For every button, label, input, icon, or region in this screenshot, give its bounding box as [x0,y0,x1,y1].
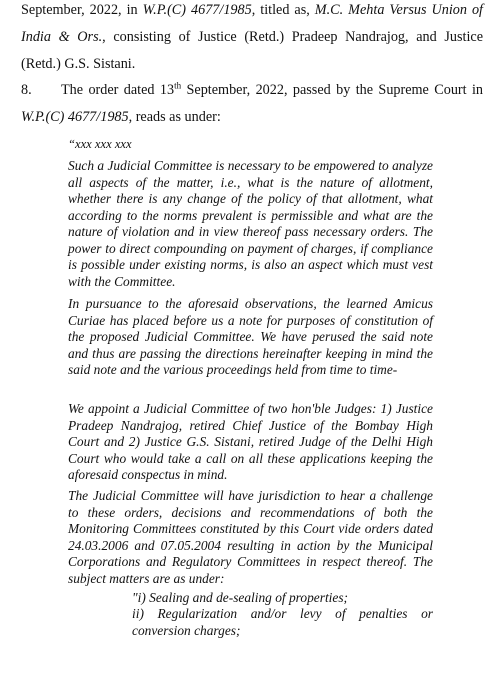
case-reference: W.P.(C) 4677/1985 [21,109,129,125]
intro-text-mid: , titled as, [251,2,315,18]
list-item: "i) Sealing and de-sealing of properties; [132,590,348,605]
para8-text-end: , reads as under: [128,109,221,125]
para8-text-start: The order dated 13 [61,82,175,98]
para8-text-mid: September, 2022, passed by the Supreme Court in [181,82,484,98]
intro-text-start: September, 2022, in [21,2,143,18]
intro-paragraph [21,0,483,78]
paragraph-8 [21,77,483,131]
quote-opening: “xxx xxx xxx [68,137,132,151]
quote-paragraph-4: The Judicial Committee will have jurisdiction to hear a challenge to these orders, decisions and recommendations of both the Monitoring Committees constituted by this Court vide orders dated 24.03.2006 and 07.05.2004 resulting in action by the Municipal Corporations and Regulatory Committees in respect thereof. The subject matters are as under: [68,488,433,586]
intro-text-end: , consisting of Justice (Retd.) Pradeep Nandrajog, and Justice (Retd.) G.S. Sistani. [21,29,483,72]
ordinal-suffix: th [174,80,182,91]
quote-paragraph-2: In pursuance to the aforesaid observations, the learned Amicus Curiae has placed before us a note for purposes of constitution of the proposed Judicial Committee. We have perused the said note and thus are passing the directions hereinafter keeping in mind the said note and the various proceedings held from time to time- [68,296,433,377]
list-item: ii) Regularization and/or levy of penalties or conversion charges; [132,606,433,638]
case-title: M.C. Mehta Versus Union of India & Ors. [21,2,483,45]
quote-paragraph-3: We appoint a Judicial Committee of two hon'ble Judges: 1) Justice Pradeep Nandrajog, retired Chief Justice of the Bombay High Court and 2) Justice G.S. Sistani, retired Judge of the Delhi High Court who would take a call on all these applications keeping the aforesaid conspectus in mind. [68,401,433,482]
case-reference: W.P.(C) 4677/1985 [142,2,252,18]
quote-paragraph-1: Such a Judicial Committee is necessary to be empowered to analyze all aspects of the matter, i.e., what is the nature of allotment, whether there is any change of the policy of that allotment, what according to the norms prevalent is permissible and what are the nature of violation and in view thereof pass necessary orders. The power to direct compounding on payment of charges, if compliance is possible under existing norms, is also an aspect which must vest with the Committee. [68,158,433,289]
paragraph-number: 8. [21,82,32,98]
